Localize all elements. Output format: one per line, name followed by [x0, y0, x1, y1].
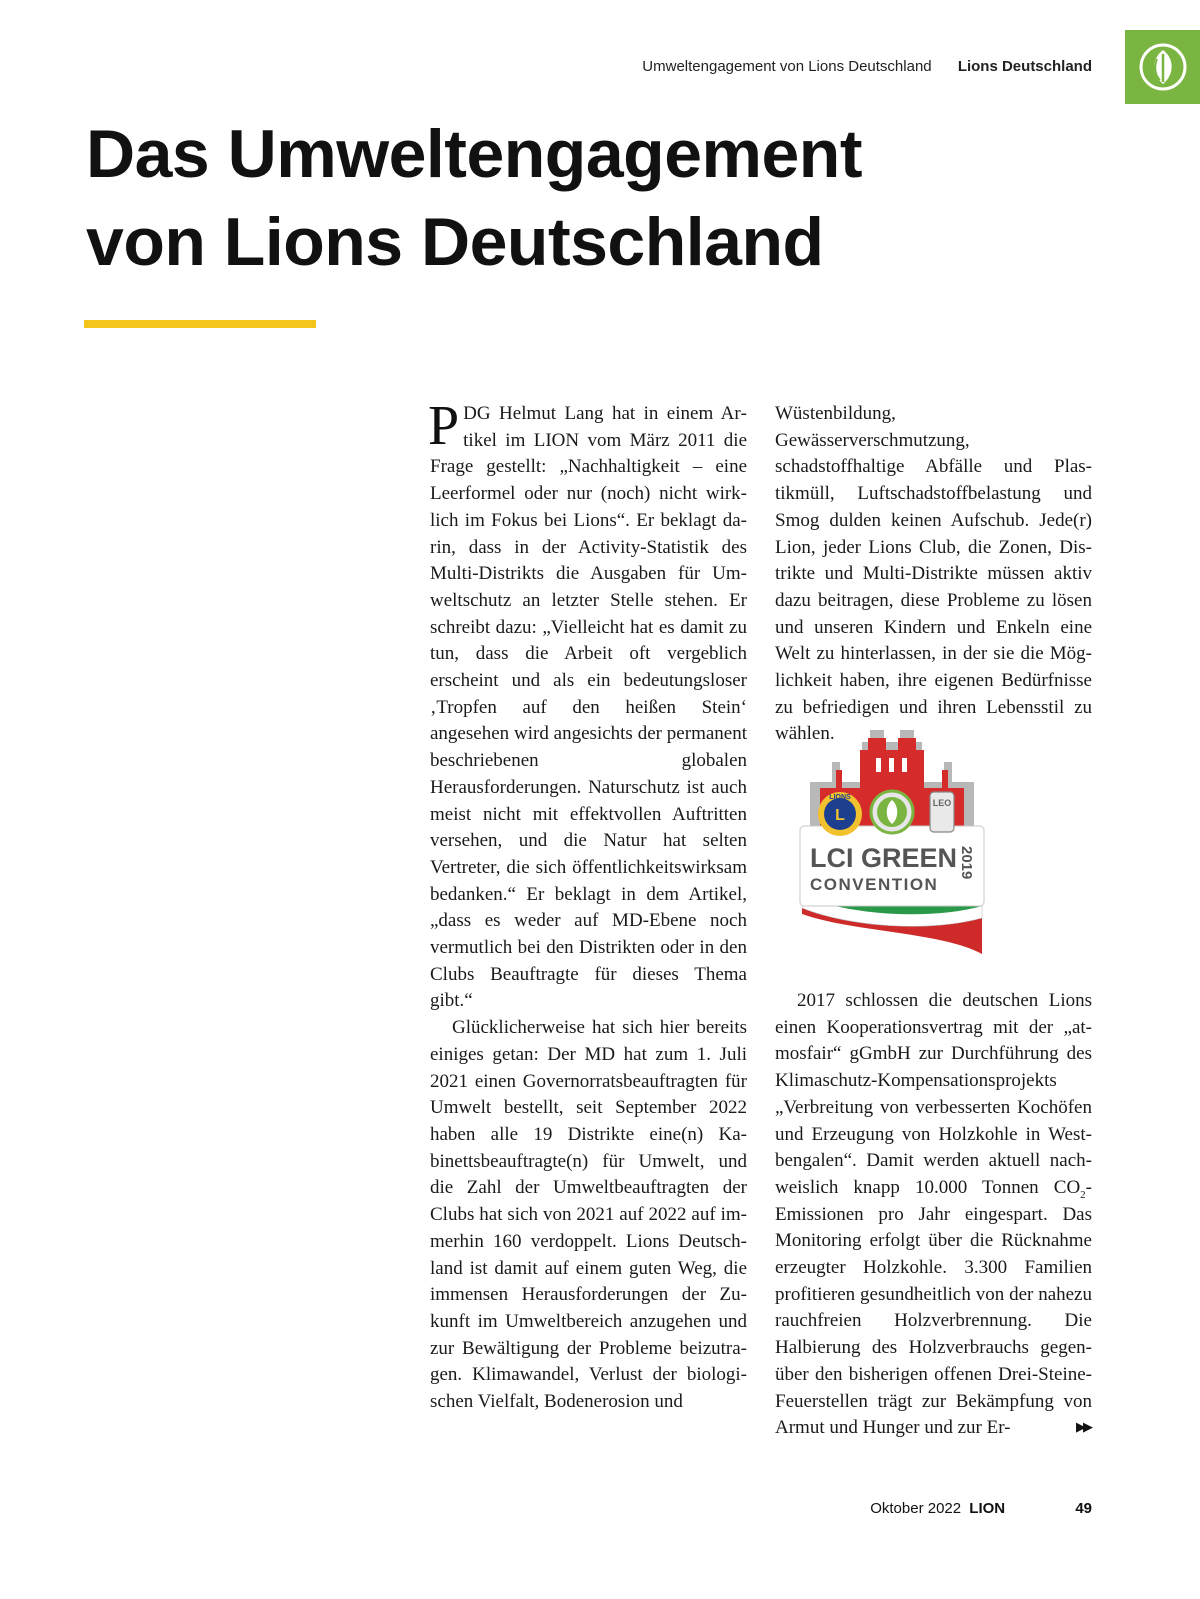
article-column-right-lower — [775, 988, 1092, 1442]
article-paragraph-1 — [428, 395, 747, 1015]
leaf-icon — [1138, 42, 1188, 92]
title-line-2: von Lions Deutschland — [86, 204, 824, 280]
magazine-name: LION — [969, 1500, 1006, 1517]
title-line-1: Das Umweltengagement — [86, 116, 862, 192]
continue-arrow-icon: ▶▶ — [1076, 1420, 1090, 1435]
article-paragraph-3 — [775, 988, 1092, 1442]
leo-badge-text: LEO — [932, 798, 952, 808]
issue-date: Oktober 2022 — [870, 1500, 962, 1517]
section-label: Umweltengagement von Lions Deutschland — [642, 58, 932, 75]
brand-label: Lions Deutschland — [957, 58, 1092, 75]
paragraph-3-text-b: -Emissionen pro Jahr eingespart. Das Monitoring erfolgt über die Rücknahme erzeugter Holzkohle. 3.300 Familien profitieren gesundheitlich von der nahezu rauchfreien Holzverbrennung. Die Halbierung des Holzverbrauchs gegenüber den bisherigen offenen Drei-Steine-Feuerstellen trägt zur Bekämpfung von Armut und Hunger und zur Er- — [775, 1176, 1092, 1439]
lions-badge-text: LIONS — [829, 794, 851, 801]
drop-cap: P — [428, 395, 460, 457]
logo-year: 2019 — [958, 846, 975, 880]
article-paragraph-2: Glücklicherweise hat sich hier bereits einiges getan: Der MD hat zum 1. Juli 2021 einen Governorratsbeauftragten für Umwelt bestellt, seit September 2022 haben alle 19 Distrikte eine(n) Kabinettsbeauftragte(n) für Umwelt, und die Zahl der Umweltbeauftragten der Clubs hat sich von 2021 auf 2022 auf immerhin 160 verdoppelt. Lions Deutschland ist damit auf einem guten Weg, die immensen Herausforderungen der Zukunft im Umweltbereich anzugehen und zur Bewältigung der Probleme beizutragen. Klimawandel, Verlust der biologischen Vielfalt, Bodenerosion und — [430, 1017, 747, 1413]
lions-letter: L — [835, 807, 845, 824]
logo-line-2: CONVENTION — [810, 875, 939, 894]
lci-green-convention-logo — [792, 722, 992, 958]
title-underline — [84, 320, 316, 328]
page-title — [86, 110, 1086, 286]
article-column-left — [428, 395, 747, 1416]
logo-line-1: LCI GREEN — [810, 843, 958, 873]
page-number: 49 — [1075, 1500, 1092, 1517]
article-column-right-upper — [775, 401, 1092, 748]
article-paragraph-2-continued: Wüstenbildung, Gewässerverschmutzung, schadstoffhaltige Abfälle und Plastikmüll, Luftschadstoffbelastung und Smog dulden keinen Aufschub. Jede(r) Lion, jeder Lions Club, die Zonen, Distrikte und Multi-Distrikte müssen aktiv dazu beitragen, diese Probleme zu lösen und unseren Kindern und Enkeln eine Welt zu hinterlassen, in der sie die Möglichkeit haben, ihre eigenen Bedürfnisse zu befriedigen und ihren Lebensstil zu wählen. — [775, 403, 1092, 745]
section-tab — [1125, 30, 1200, 104]
page-footer — [870, 1500, 1092, 1517]
running-header — [642, 58, 1092, 75]
paragraph-1-text: DG Helmut Lang hat in einem Artikel im LION vom März 2011 die Frage gestellt: „Nachhaltigkeit – eine Leerformel oder nur (noch) nicht wirklich im Fokus bei Lions“. Er beklagt darin, dass in der Activity-Statistik des Multi-Distrikts die Ausgaben für Umweltschutz an letzter Stelle stehen. Er schreibt dazu: „Vielleicht hat es damit zu tun, dass die Arbeit oft vergeblich erscheint und als ein bedeutungsloser ‚Tropfen auf den heißen Stein‘ angesehen wird angesichts der permanent beschriebenen globalen Herausforderungen. Naturschutz ist auch meist nicht mit effektvollen Auftritten versehen, und die Natur hat selten Vertreter, die sich öffentlichkeitswirksam bedanken.“ Er beklagt in dem Artikel, „dass es weder auf MD-Ebene noch vermutlich bei den Distrikten oder in den Clubs Beauftragte für dieses Thema gibt.“ — [430, 403, 747, 1012]
paragraph-3-text-a: 2017 schlossen die deutschen Lions einen Kooperationsvertrag mit der „atmosfair“ gGmbH zur Durchführung des Klimaschutz-Kompensationsprojekts „Verbreitung von verbesserten Kochöfen und Erzeugung von Holzkohle in Westbengalen“. Damit werden aktuell nachweislich knapp 10.000 Tonnen CO — [775, 990, 1092, 1198]
co2-subscript: 2 — [1080, 1188, 1086, 1201]
